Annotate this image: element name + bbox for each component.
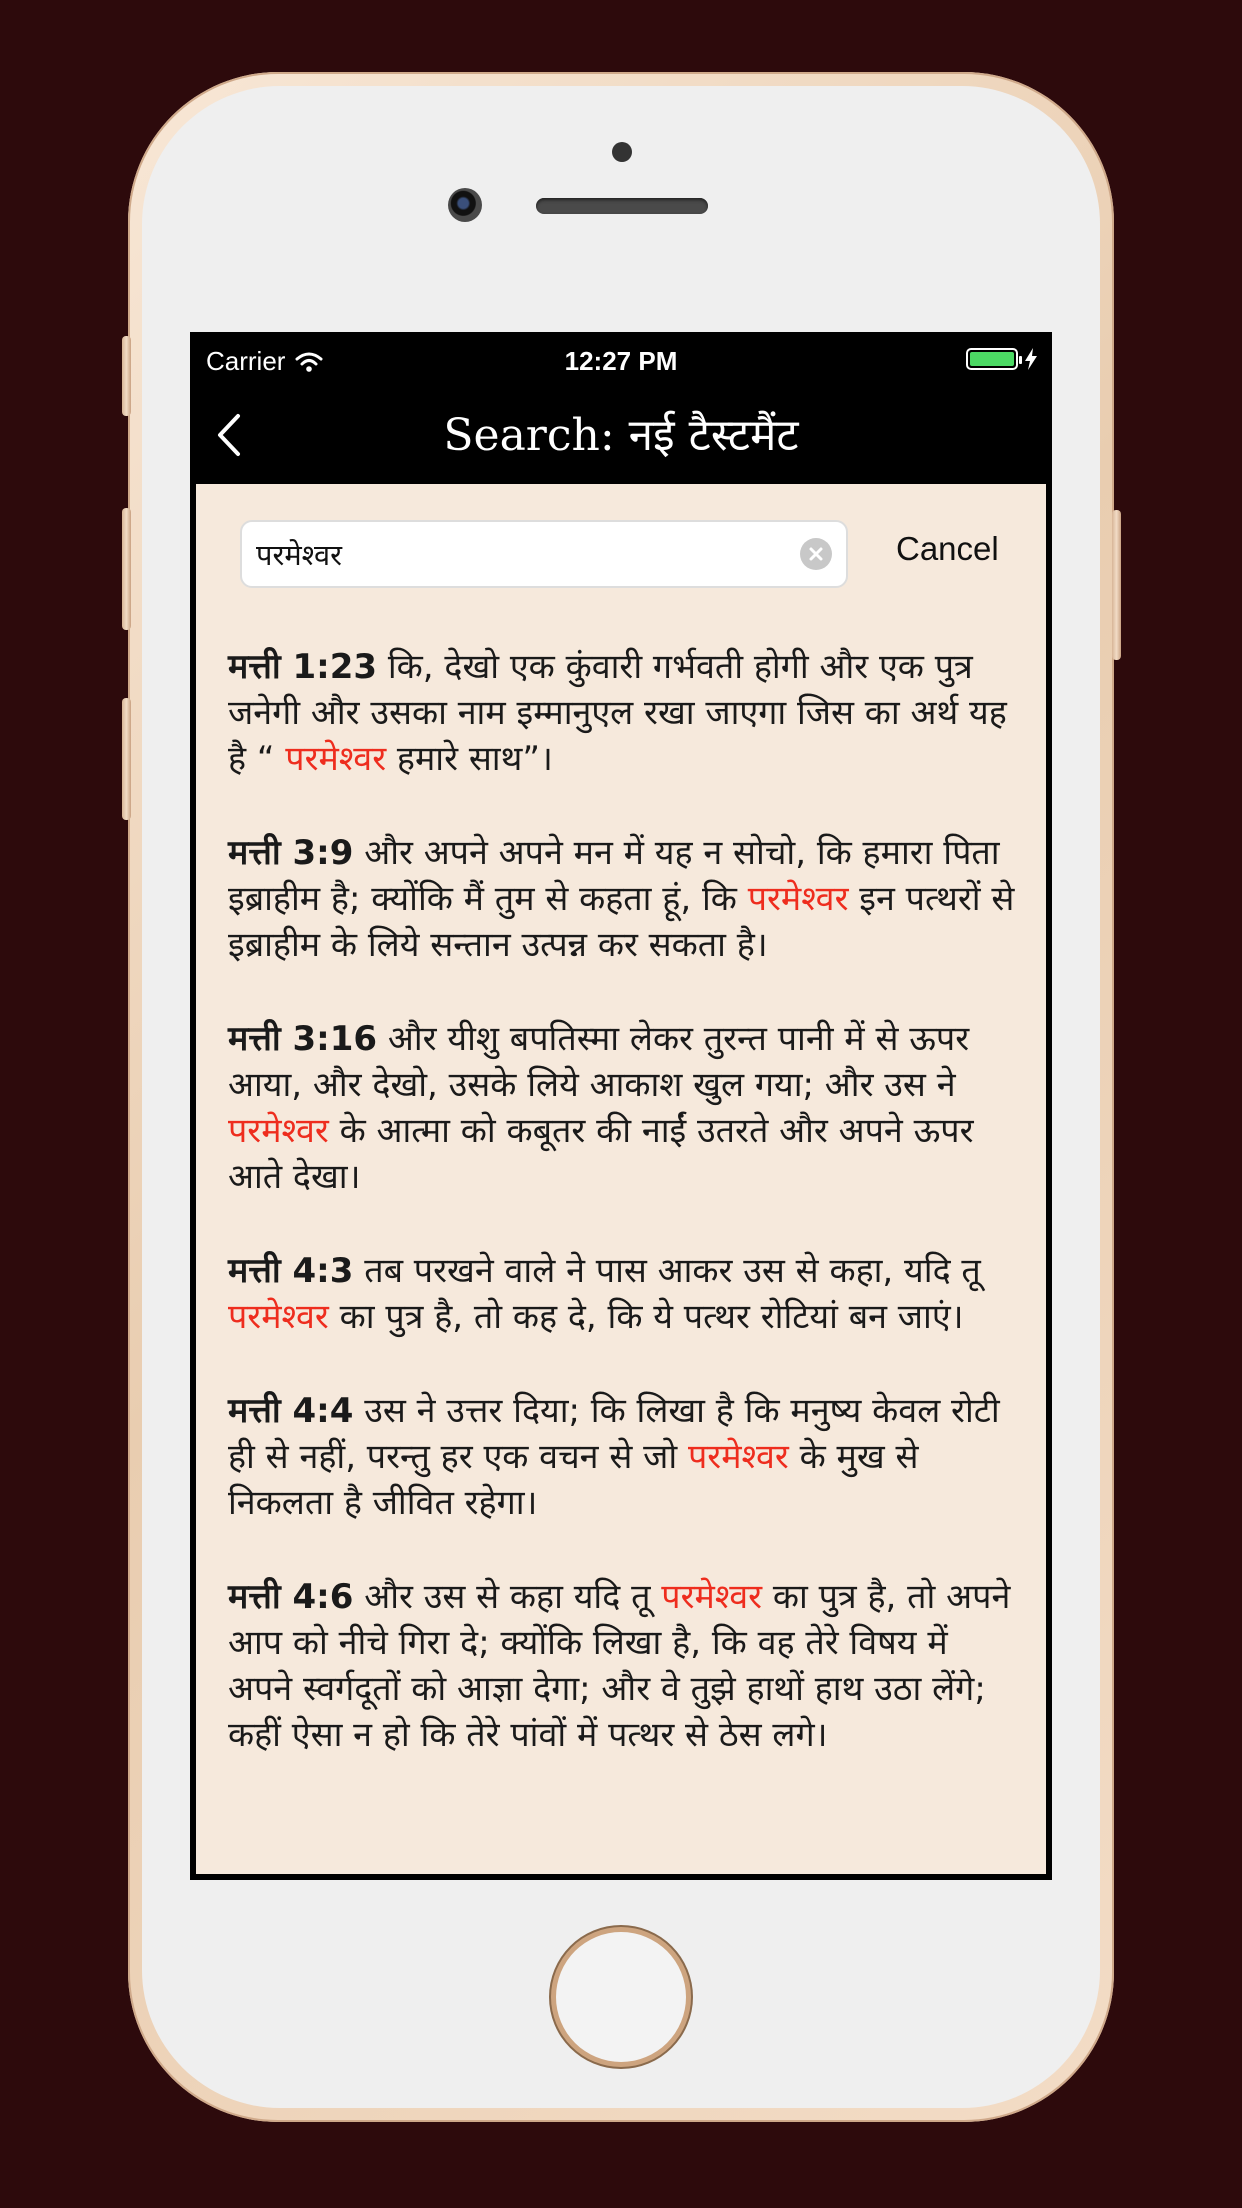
verse-text: के मुख से निकलता है जीवित रहेगा। — [228, 1437, 919, 1523]
search-bar — [196, 484, 1046, 624]
verse-text: तब परखने वाले ने पास आकर उस से कहा, यदि तू — [353, 1251, 981, 1291]
verse-result[interactable] — [228, 1016, 1018, 1200]
verse-result[interactable] — [228, 644, 1018, 782]
back-button[interactable] — [204, 410, 254, 460]
verse-text: उस ने उत्तर दिया; कि लिखा है कि मनुष्य केवल रोटी ही से नहीं, परन्तु हर एक वचन से जो — [228, 1391, 1000, 1477]
chevron-left-icon — [216, 412, 242, 458]
verse-result[interactable] — [228, 1248, 1018, 1340]
verse-text: कि, देखो एक कुंवारी गर्भवती होगी और एक पुत्र जनेगी और उसका नाम इम्मानुएल रखा जाएगा जिस का अर्थ यह है “ — [228, 647, 1007, 779]
status-time: 12:27 PM — [564, 346, 678, 376]
earpiece-speaker — [536, 198, 708, 214]
search-field[interactable] — [240, 520, 848, 588]
verse-reference: मत्ती 3:9 — [228, 833, 354, 873]
mute-switch — [122, 336, 131, 416]
power-button — [1112, 510, 1121, 660]
verse-text: और अपने अपने मन में यह न सोचो, कि हमारा पिता इब्राहीम है; क्योंकि मैं तुम से कहता हूं, कि — [228, 833, 1000, 919]
search-match: परमेश्वर — [747, 879, 849, 919]
proximity-sensor — [612, 142, 632, 162]
screen — [190, 332, 1052, 1880]
verse-reference: मत्ती 4:4 — [228, 1391, 354, 1431]
battery-level — [970, 352, 1014, 366]
verse-reference: मत्ती 4:3 — [228, 1251, 354, 1291]
search-match: परमेश्वर — [285, 739, 387, 779]
battery-icon — [966, 348, 1018, 370]
verse-result[interactable] — [228, 1388, 1018, 1526]
verse-result[interactable] — [228, 1574, 1018, 1758]
volume-down-button — [122, 698, 131, 820]
home-button[interactable] — [556, 1932, 686, 2062]
x-icon — [808, 546, 824, 562]
charging-bolt-icon — [1024, 348, 1038, 370]
search-match: परमेश्वर — [661, 1577, 763, 1617]
clear-circle-icon[interactable] — [800, 538, 832, 570]
navigation-bar — [190, 388, 1052, 484]
carrier-label: Carrier — [206, 346, 286, 376]
front-camera-icon — [448, 188, 482, 222]
verse-text: का पुत्र है, तो कह दे, कि ये पत्थर रोटियां बन जाएं। — [328, 1297, 964, 1337]
verse-text: के आत्मा को कबूतर की नाईं उतरते और अपने ऊपर आते देखा। — [228, 1111, 974, 1197]
search-input[interactable] — [256, 537, 800, 571]
search-match: परमेश्वर — [228, 1111, 329, 1151]
cancel-button[interactable]: Cancel — [896, 530, 999, 567]
verse-text: इन पत्थरों से इब्राहीम के लिये सन्तान उत्पन्न कर सकता है। — [228, 879, 1015, 965]
status-bar — [190, 332, 1052, 388]
verse-text: और उस से कहा यदि तू — [353, 1577, 662, 1617]
search-match: परमेश्वर — [687, 1437, 789, 1477]
battery-group — [966, 348, 1038, 370]
verse-text: का पुत्र है, तो अपने आप को नीचे गिरा दे; क्योंकि लिखा है, कि वह तेरे विषय में अपने स्वर्गदूतों को आज्ञा देगा; और वे तुझे हाथों हाथ उठा लेंगे; कहीं ऐसा न हो कि तेरे पांवों में पत्थर से ठेस लगे। — [228, 1577, 1011, 1755]
verse-reference: मत्ती 4:6 — [228, 1577, 354, 1617]
volume-up-button — [122, 508, 131, 630]
page-title: Search: नई टैस्टमैंट — [443, 410, 799, 461]
search-match: परमेश्वर — [228, 1297, 329, 1337]
search-results-view[interactable] — [196, 484, 1046, 1874]
verse-reference: मत्ती 1:23 — [228, 647, 378, 687]
verse-reference: मत्ती 3:16 — [228, 1019, 378, 1059]
verse-result[interactable] — [228, 830, 1018, 968]
verse-text: हमारे साथ”। — [386, 739, 553, 779]
verse-text: और यीशु बपतिस्मा लेकर तुरन्त पानी में से ऊपर आया, और देखो, उसके लिये आकाश खुल गया; और उस ने — [228, 1019, 970, 1105]
results-list — [228, 644, 1018, 1806]
